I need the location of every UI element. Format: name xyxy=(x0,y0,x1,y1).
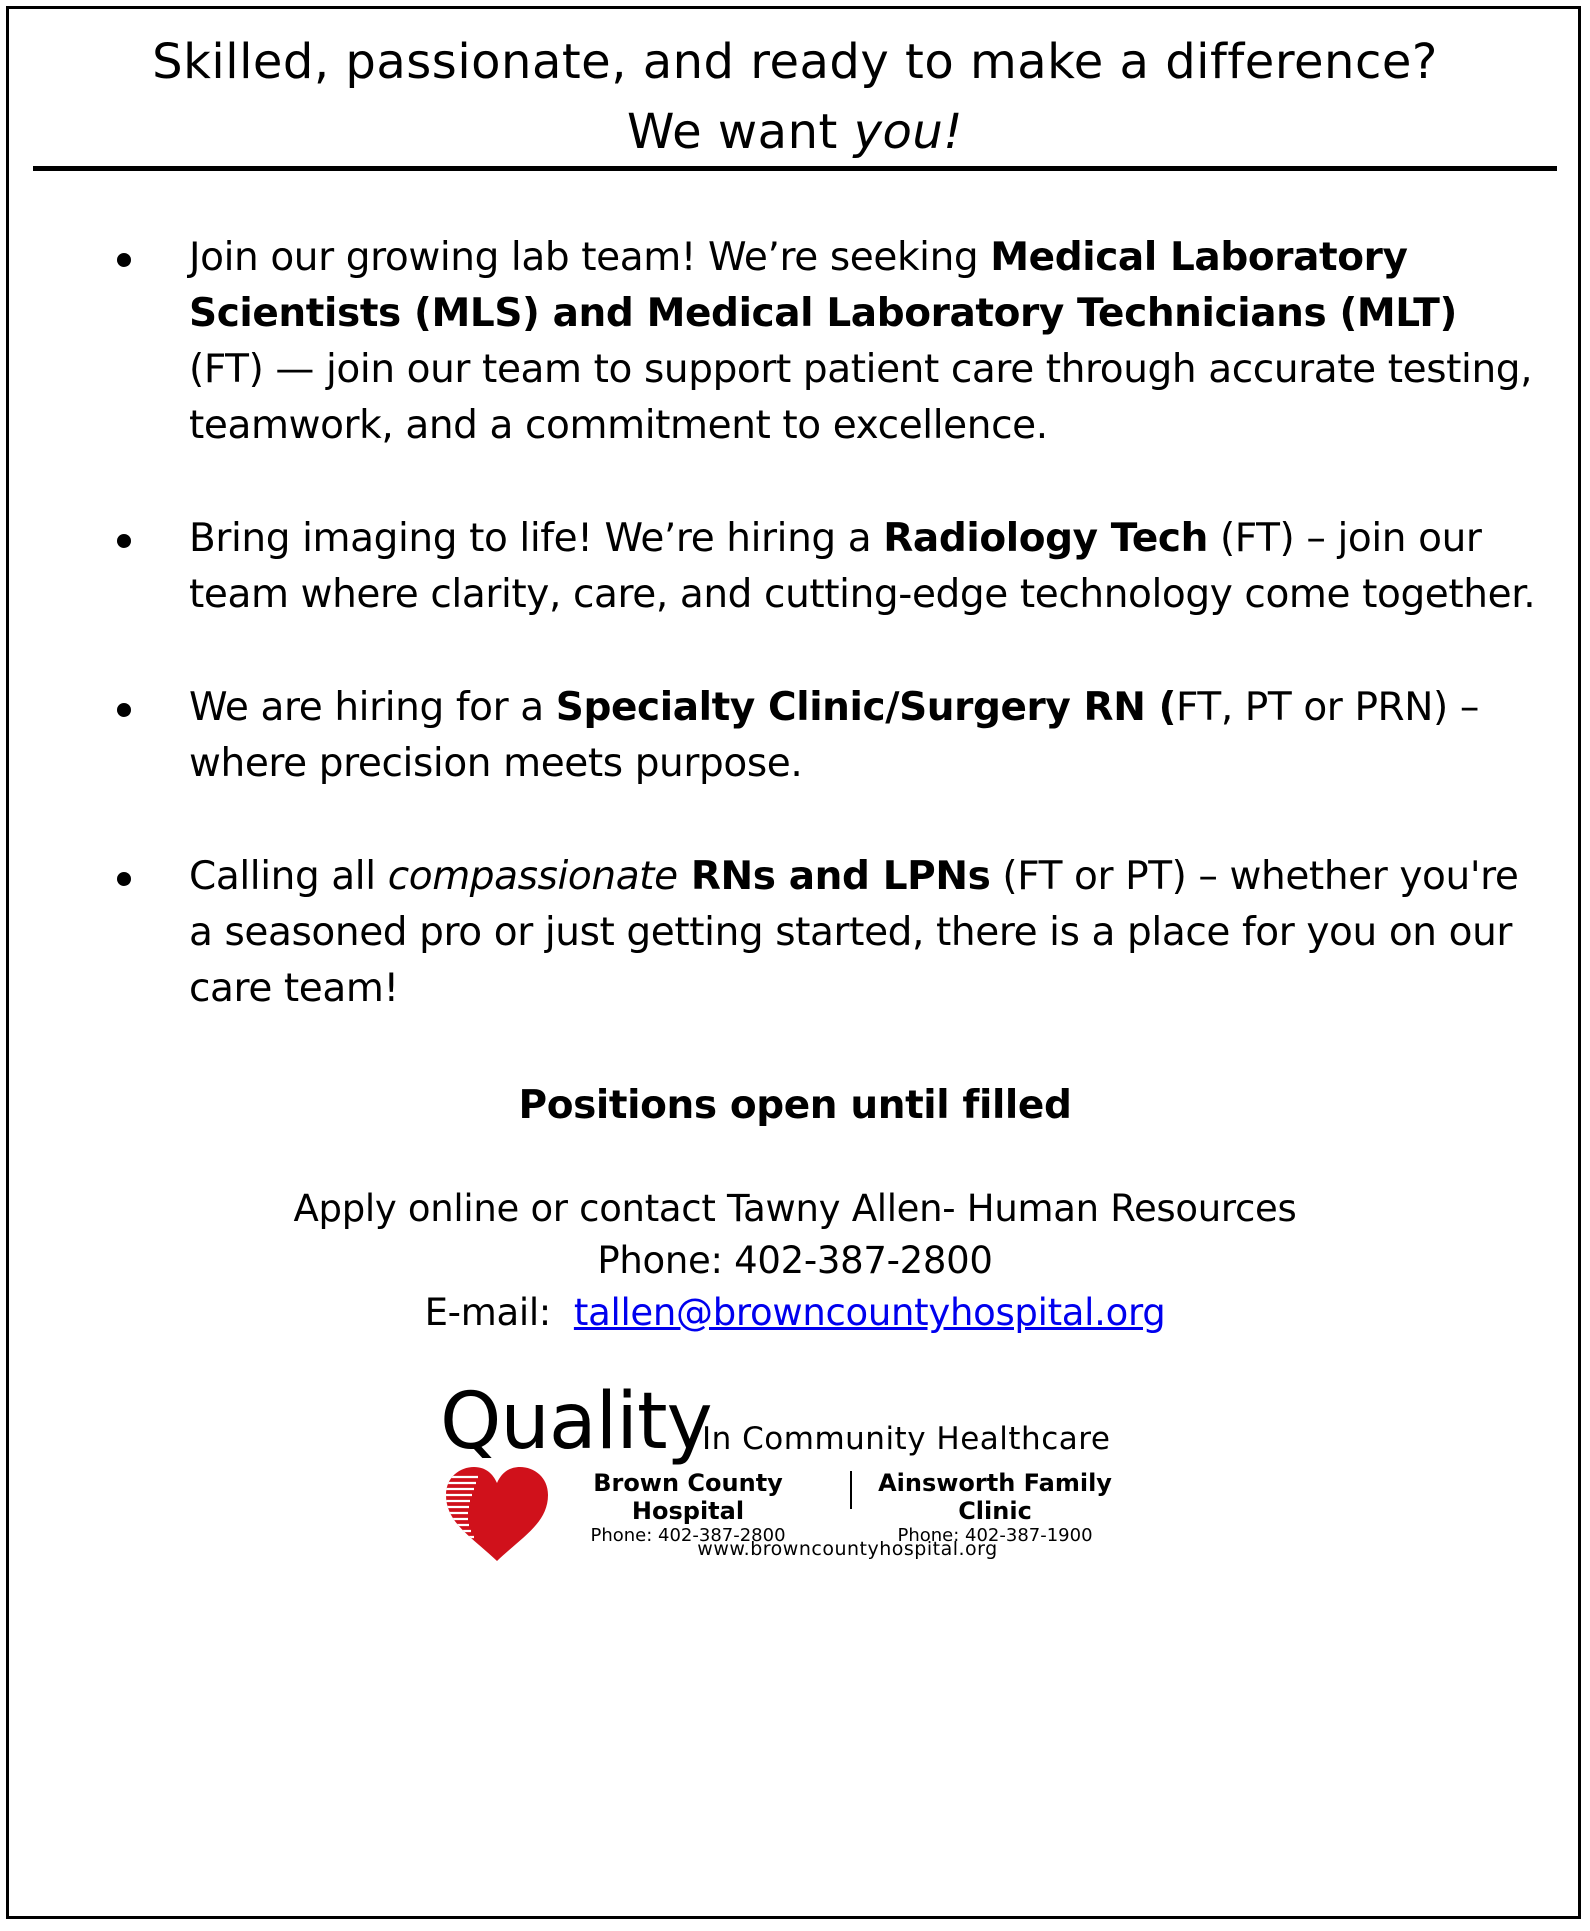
job-detail: FT, PT or PRN) – where precision meets purpose. xyxy=(189,685,1479,786)
job-lead: Join our growing lab team! We’re seeking xyxy=(189,235,991,280)
email-label: E-mail: xyxy=(424,1291,574,1334)
bullet-icon xyxy=(117,253,131,267)
job-detail: (FT) — join our team to support patient care through accurate testing, teamwork, and a commitment to excellence. xyxy=(189,347,1533,448)
bullet-icon xyxy=(117,872,131,886)
job-lead: We are hiring for a xyxy=(189,685,556,730)
logo-clinic-phone: Phone: 402-387-1900 xyxy=(897,1525,1093,1546)
logo-clinic-block xyxy=(860,1469,1130,1547)
headline-emphasis: you! xyxy=(853,104,964,160)
logo-divider xyxy=(850,1471,852,1509)
logo-website: www.browncountyhospital.org xyxy=(697,1538,998,1560)
logo-hospital-phone: Phone: 402-387-2800 xyxy=(590,1525,786,1546)
job-lead-emphasis: compassionate xyxy=(387,854,678,899)
bullet-icon xyxy=(117,534,131,548)
positions-open-note: Positions open until filled xyxy=(518,1083,1072,1128)
job-opening-rn-lpn xyxy=(0,849,1538,1017)
job-opening-radiology xyxy=(0,511,1538,623)
job-detail: (FT or PT) – whether you're a seasoned pro or just getting started, there is a place for you on our care team! xyxy=(189,854,1519,1011)
job-role: RNs and LPNs xyxy=(677,854,991,899)
job-role: Specialty Clinic/Surgery RN ( xyxy=(555,685,1177,730)
apply-instructions: Apply online or contact Tawny Allen- Human Resources xyxy=(293,1187,1297,1230)
job-opening-surgery-rn xyxy=(0,680,1538,792)
headline-prefix: We want xyxy=(626,104,854,160)
hospital-logo xyxy=(435,1377,1175,1585)
headline-line-2 xyxy=(0,97,1590,167)
job-opening-lab xyxy=(0,230,1538,454)
job-detail: (FT) – join our team where clarity, care, and cutting-edge technology come together. xyxy=(189,516,1536,617)
logo-clinic-name: Ainsworth Family Clinic xyxy=(878,1469,1112,1525)
logo-hospital-block xyxy=(553,1469,823,1547)
job-lead: Calling all xyxy=(189,854,388,899)
job-openings-list xyxy=(0,230,1590,1017)
bullet-icon xyxy=(117,703,131,717)
contact-phone: Phone: 402-387-2800 xyxy=(597,1239,993,1282)
headline-divider xyxy=(33,166,1557,171)
job-role: Medical Laboratory Scientists (MLS) and Medical Laboratory Technicians (MLT) xyxy=(189,235,1457,336)
heart-icon xyxy=(442,1465,552,1563)
contact-email-line xyxy=(0,1287,1590,1339)
job-role: Radiology Tech xyxy=(883,516,1208,561)
logo-wordmark: Quality xyxy=(440,1377,712,1467)
email-link[interactable]: tallen@browncountyhospital.org xyxy=(573,1291,1166,1334)
job-lead: Bring imaging to life! We’re hiring a xyxy=(189,516,884,561)
headline-line-1: Skilled, passionate, and ready to make a difference? xyxy=(152,34,1438,90)
logo-hospital-name: Brown County Hospital xyxy=(593,1469,783,1525)
logo-tagline: In Community Healthcare xyxy=(702,1421,1111,1457)
